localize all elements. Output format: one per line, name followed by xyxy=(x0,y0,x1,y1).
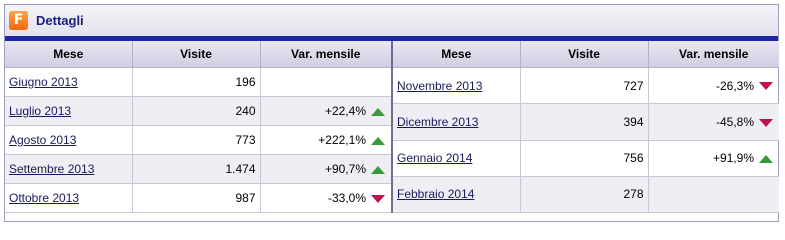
visits-cell: 773 xyxy=(132,126,260,155)
column-header-visite[interactable]: Visite xyxy=(520,41,648,68)
column-header-var[interactable]: Var. mensile xyxy=(260,41,392,68)
month-cell xyxy=(393,140,520,176)
monthly-change-cell xyxy=(260,184,392,213)
month-link[interactable]: Settembre 2013 xyxy=(9,162,95,176)
table-row xyxy=(5,184,392,213)
month-link[interactable]: Agosto 2013 xyxy=(9,133,77,147)
monthly-change-value: -45,8% xyxy=(715,114,754,129)
table-row xyxy=(393,140,779,176)
column-header-mese[interactable]: Mese xyxy=(5,41,132,68)
month-link[interactable]: Ottobre 2013 xyxy=(9,191,80,205)
month-cell xyxy=(5,97,132,126)
table-row xyxy=(393,176,779,212)
monthly-change-value: +222,1% xyxy=(318,133,366,147)
table-row xyxy=(5,126,392,155)
table-row xyxy=(393,68,779,104)
arrow-up-icon xyxy=(759,155,773,163)
arrow-up-icon xyxy=(371,137,385,145)
monthly-change-cell xyxy=(648,140,779,176)
month-cell xyxy=(393,104,520,140)
arrow-up-icon xyxy=(371,166,385,174)
visits-table-left xyxy=(5,41,393,213)
column-header-var[interactable]: Var. mensile xyxy=(648,41,779,68)
monthly-change-cell xyxy=(648,68,779,104)
panel-title: Dettagli xyxy=(36,13,84,28)
monthly-change-value: -33,0% xyxy=(327,191,366,205)
monthly-change-cell xyxy=(260,126,392,155)
monthly-change-value: -26,3% xyxy=(715,78,754,93)
visits-cell: 240 xyxy=(132,97,260,126)
month-cell xyxy=(5,184,132,213)
month-cell xyxy=(5,155,132,184)
table-header-row xyxy=(393,41,779,68)
monthly-change-cell xyxy=(260,155,392,184)
monthly-change-value: +90,7% xyxy=(324,162,366,176)
arrow-down-icon xyxy=(759,82,773,90)
month-cell xyxy=(5,68,132,97)
month-link[interactable]: Gennaio 2014 xyxy=(397,151,473,166)
visits-cell: 1.474 xyxy=(132,155,260,184)
panel-header xyxy=(5,5,778,36)
visits-cell: 987 xyxy=(132,184,260,213)
table-row xyxy=(5,155,392,184)
column-header-visite[interactable]: Visite xyxy=(132,41,260,68)
table-row xyxy=(5,68,392,97)
visits-cell: 278 xyxy=(520,176,648,212)
visits-cell: 394 xyxy=(520,104,648,140)
table-row xyxy=(5,97,392,126)
month-link[interactable]: Luglio 2013 xyxy=(9,104,72,118)
column-header-mese[interactable]: Mese xyxy=(393,41,520,68)
month-cell xyxy=(5,126,132,155)
monthly-change-cell xyxy=(260,97,392,126)
app-logo-icon: F xyxy=(9,11,28,30)
details-panel xyxy=(4,4,779,222)
table-header-row xyxy=(5,41,392,68)
month-link[interactable]: Giugno 2013 xyxy=(9,75,78,89)
month-cell xyxy=(393,68,520,104)
monthly-change-cell xyxy=(648,104,779,140)
table-row xyxy=(393,104,779,140)
monthly-change-cell xyxy=(260,68,392,97)
arrow-down-icon xyxy=(759,119,773,127)
month-link[interactable]: Novembre 2013 xyxy=(397,78,483,93)
arrow-up-icon xyxy=(371,108,385,116)
monthly-change-value: +22,4% xyxy=(324,104,366,118)
monthly-change-cell xyxy=(648,176,779,212)
visits-cell: 196 xyxy=(132,68,260,97)
visits-table-right xyxy=(393,41,779,213)
monthly-change-value: +91,9% xyxy=(712,151,754,166)
visits-cell: 727 xyxy=(520,68,648,104)
visits-cell: 756 xyxy=(520,140,648,176)
month-link[interactable]: Dicembre 2013 xyxy=(397,114,479,129)
arrow-down-icon xyxy=(371,195,385,203)
month-cell xyxy=(393,176,520,212)
month-link[interactable]: Febbraio 2014 xyxy=(397,187,475,202)
